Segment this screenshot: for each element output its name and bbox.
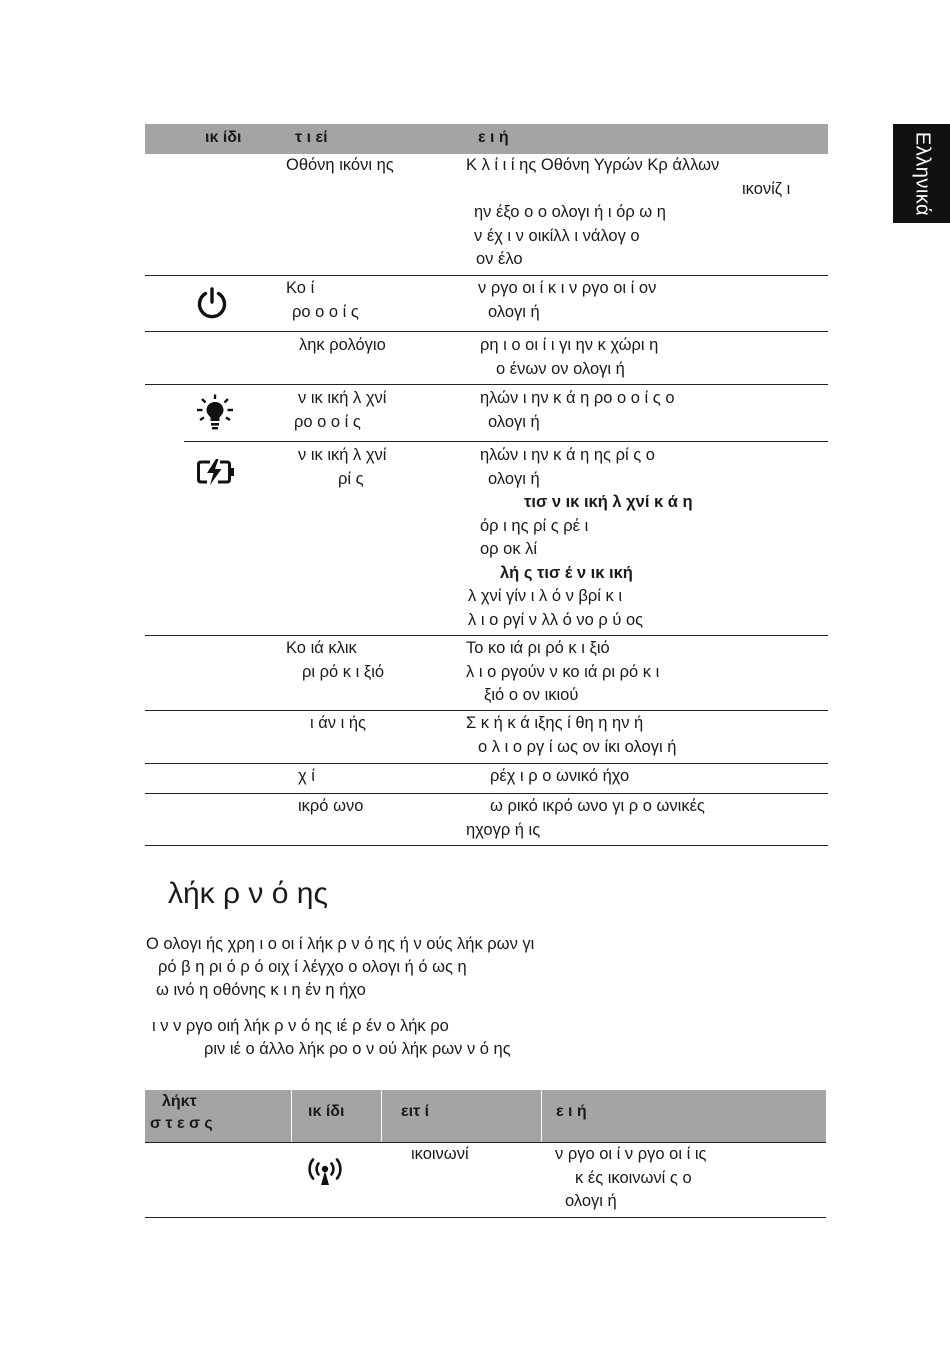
table1-row4-description: ηλών ι ην κ ά η ης ρί ς ο ολογι ή τισ ν ικ ική λ χνί κ ά η όρ ι ης ρί ς ρέ ι ορ οκ λί λή ς τισ έ ν ικ ική λ χνί γίν ι λ ό ν βρί κ ι λ ι ο ργί ν λλ ό νο ρ ύ ος bbox=[468, 446, 693, 629]
section-paragraph-2: ι ν ν ργο οιή λήκ ρ ν ό ης ιέ ρ έν ο λήκ ρο ριν ιέ ο άλλο λήκ ρο ο ν ού λήκ ρων ν ό ης bbox=[152, 1017, 511, 1058]
table2-header bbox=[145, 1090, 826, 1142]
table1-row1-description: ν ργο οι ί κ ι ν ργο οι ί ον ολογι ή bbox=[478, 279, 657, 321]
table2-row0-description: ν ργο οι ί ν ργο οι ί ις κ ές ικοινωνί ς ο ολογι ή bbox=[555, 1145, 707, 1210]
table1-row2-description: ρη ι ο οι ί ι γι ην κ χώρι η ο ένων ον ολογι ή bbox=[480, 336, 659, 378]
section-heading: λήκ ρ ν ό ης bbox=[168, 877, 328, 910]
table1-rule bbox=[145, 635, 828, 636]
table1-row8-item: ικρό ωνο bbox=[298, 797, 364, 815]
table2-header-divider bbox=[291, 1090, 292, 1142]
battery-indicator-icon bbox=[196, 458, 236, 486]
language-tab bbox=[893, 124, 950, 223]
table2-header-divider bbox=[541, 1090, 542, 1142]
language-tab-label: Ελληνικά bbox=[911, 131, 933, 216]
table2-header-combination: σ τ ε σ ς bbox=[150, 1115, 213, 1132]
table1-row5-description: Το κο ιά ρι ρό κ ι ξιό λ ι ο ργούν ν κο ιά ρι ρό κ ι ξιό ο ον ικιού bbox=[466, 639, 660, 704]
table1-rule bbox=[145, 384, 828, 385]
table2-header-icon: ικ ίδι bbox=[308, 1103, 345, 1120]
table1-rule bbox=[145, 710, 828, 711]
table1-row5-item: Κο ιά κλικ ρι ρό κ ι ξιό bbox=[286, 639, 385, 681]
table1-header-description: ε ι ή bbox=[478, 129, 509, 146]
table1-rule bbox=[145, 793, 828, 794]
table1-row0-item: Οθόνη ικόνι ης bbox=[286, 156, 394, 174]
table1-row7-description: ρέχ ι ρ ο ωνικό ήχο bbox=[490, 767, 630, 785]
table1-row4-item: ν ικ ική λ χνί ρί ς bbox=[298, 446, 387, 488]
table1-row6-item: ι άν ι ής bbox=[310, 714, 367, 732]
table2-header-key: λήκτ bbox=[162, 1093, 197, 1110]
wireless-icon bbox=[304, 1157, 346, 1187]
table2-header-function: ειτ ί bbox=[401, 1103, 430, 1120]
table1-header bbox=[145, 124, 828, 154]
table1-row3-item: ν ικ ική λ χνί ρο ο ο ί ς bbox=[294, 389, 387, 431]
power-indicator-icon bbox=[196, 394, 234, 434]
power-icon bbox=[194, 285, 230, 321]
table1-row2-item: ληκ ρολόγιο bbox=[299, 336, 386, 354]
table1-row3-description: ηλών ι ην κ ά η ρο ο ο ί ς ο ολογι ή bbox=[480, 389, 675, 431]
table1-row7-item: χ ί bbox=[298, 767, 315, 785]
table2-rule bbox=[145, 1217, 826, 1218]
table1-rule bbox=[145, 331, 828, 332]
table1-rule bbox=[145, 845, 828, 846]
section-paragraph-1: Ο ολογι ής χρη ι ο οι ί λήκ ρ ν ό ης ή ν ούς λήκ ρων γι ρό β η ρι ό ρ ό οιχ ί λέγχο ο ολογι ή ό ως η ω ινό η οθόνης κ ι η έν η ήχο bbox=[146, 935, 535, 999]
table1-row0-description: Κ λ ί ι ί ης Οθόνη Υγρών Κρ άλλων ικονίζ ι ην έξο ο ο ολογι ή ι όρ ω η ν έχ ι ν οικίλλ ι νάλογ ο ον έλο bbox=[466, 156, 791, 268]
table1-rule bbox=[145, 275, 828, 276]
table2-row0-function: ικοινωνί bbox=[411, 1145, 469, 1163]
table1-row8-description: ω ρικό ικρό ωνο γι ρ ο ωνικές ηχογρ ή ις bbox=[466, 797, 705, 839]
table1-header-icon: ικ ίδι bbox=[205, 129, 242, 146]
table1-header-item: τ ι εί bbox=[295, 129, 328, 146]
table2-header-divider bbox=[381, 1090, 382, 1142]
table1-rule bbox=[145, 763, 828, 764]
table2-header-rule bbox=[145, 1142, 826, 1143]
table1-row6-description: Σ κ ή κ ά ιξης ί θη η ην ή ο λ ι ο ργ ί ως ον ίκι ολογι ή bbox=[466, 714, 677, 756]
table1-row1-item: Κο ί ρο ο ο ί ς bbox=[286, 279, 359, 321]
table1-rule bbox=[184, 441, 828, 442]
table2-header-description: ε ι ή bbox=[556, 1103, 587, 1120]
